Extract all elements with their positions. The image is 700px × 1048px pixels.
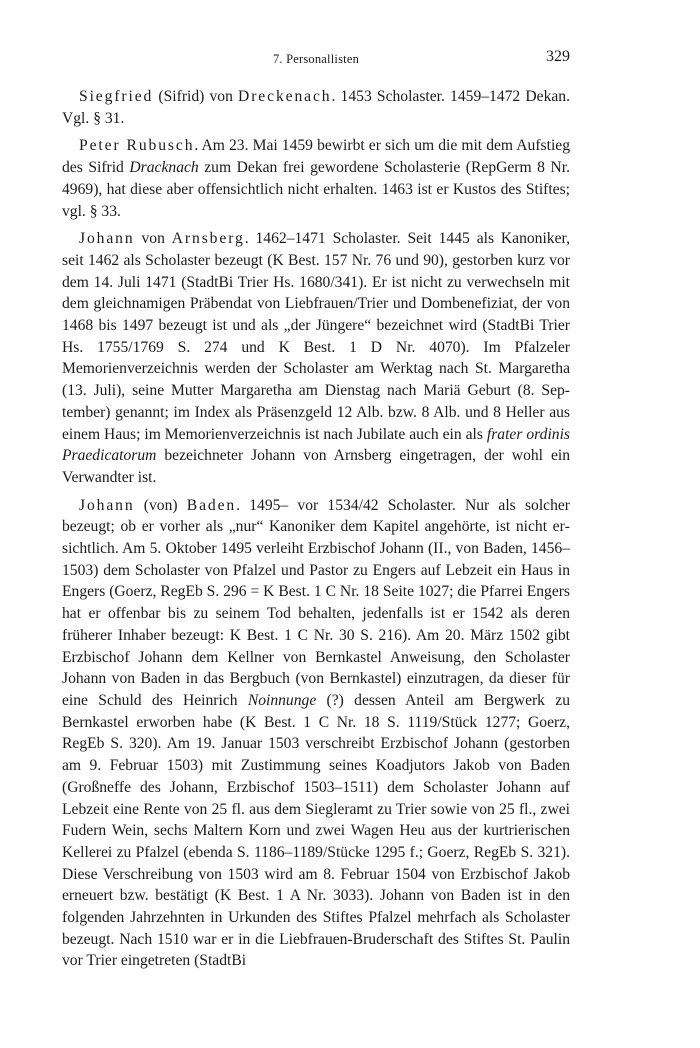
entry-johann-baden	[62, 495, 570, 972]
italic-term: Dracknach	[129, 159, 199, 177]
entry-text: . 1462–1471 Scholaster. Seit 1445 als Kanoniker, seit 1462 als Scholaster bezeugt (K Best. 157 Nr. 76 und 90), gestorben kurz vor dem 14. Juli 1471 (StadtBi Trier Hs. 1680/341). Er ist nicht zu verwechseln mit dem gleichnamigen Präbendat von Liebfrauen/Trier und Dombenefiziat, der von 1468 bis 1497 bezeugt ist und als „der Jüngere“ bezeichnet wird (StadtBi Trier Hs. 1755/1769 S. 274 und K Best. 1 D Nr. 4070). Im Pfalzeler Memorienverzeichnis werden der Scholaster am Werktag nach St. Margaretha (13. Juli), seine Mutter Margaretha am Dienstag nach Mariä Geburt (8. September) genannt; im Index als Präsenzgeld 12 Alb. bzw. 8 Alb. und 8 Heller aus einem Haus; im Memorienverzeichnis ist nach Jubilate auch ein als	[62, 230, 570, 443]
page-header	[62, 48, 570, 70]
entry-text: . 1495– vor 1534/42 Scholaster. Nur als solcher bezeugt; ob er vorher als „nur“ Kanoniker dem Kapitel angehörte, ist nicht ersichtlich. Am 5. Oktober 1495 verleiht Erzbischof Johann (II., von Baden, 1456–1503) dem Scholaster von Pfalzel und Pastor zu Engers auf Lebzeit ein Haus in Engers (Goerz, RegEb S. 296 = K Best. 1 C Nr. 18 Seite 1027; die Pfarrei Engers hat er offenbar bis zu seinem Tod behalten, jedenfalls ist er 1542 als deren früherer Inhaber bezeugt: K Best. 1 C Nr. 30 S. 216). Am 20. März 1502 gibt Erzbischof Johann dem Kellner von Bernkastel Anweisung, den Scholaster Johann von Baden in das Bergbuch (von Bernkastel) einzutragen, da dieser für eine Schuld des Heinrich	[62, 496, 570, 709]
entry-siegfried	[62, 86, 570, 129]
italic-term: Noinnunge	[247, 691, 317, 709]
body-text	[62, 86, 570, 978]
person-place: Arnsberg	[171, 230, 245, 248]
person-name: Siegfried	[79, 88, 154, 105]
page-number: 329	[546, 48, 570, 65]
entry-peter-rubusch	[62, 135, 570, 222]
italic-term: frater ordinis Praedicatorum	[62, 425, 570, 465]
person-name: Peter Rubusch	[79, 137, 195, 155]
person-name: Johann	[79, 230, 135, 248]
entry-text: . 1453 Scholaster. 1459–1472 Dekan. Vgl. § 31.	[62, 88, 570, 127]
entry-text: . Am 23. Mai 1459 bewirbt er sich um die mit dem Aufstieg des Sifrid	[62, 137, 570, 177]
entry-text-cont: bezeichneter Johann von Arnsberg eingetragen, der wohl ein Verwandter ist.	[62, 447, 570, 486]
entry-text-cont: zum Dekan frei gewordene Scholasterie (RepGerm 8 Nr. 4969), hat diese aber offensichtlich nicht erhalten. 1463 ist er Kustos des Stiftes; vgl. § 33.	[62, 159, 571, 220]
running-head: 7. Personallisten	[272, 52, 360, 66]
name-connector: (Sifrid) von	[153, 88, 239, 105]
name-connector: (von)	[134, 496, 187, 514]
entry-johann-arnsberg	[62, 228, 570, 488]
entry-text-cont: (?) dessen Anteil am Bergwerk zu Bernkastel erworben habe (K Best. 1 C Nr. 18 S. 1119/Stück 1277; Goerz, RegEb S. 320). Am 19. Januar 1503 verschreibt Erzbischof Johann (gestorben am 9. Februar 1503) mit Zustimmung seines Koadjutors Jakob von Baden (Großneffe des Johann, Erzbischof 1503–1511) dem Scholaster Johann auf Lebzeit eine Rente von 25 fl. aus dem Siegleramt zu Trier sowie von 25 fl., zwei Fudern Wein, sechs Maltern Korn und zwei Wagen Heu aus der kurtrierischen Kellerei zu Pfalzel (ebenda S. 1186–1189/Stücke 1295 f.; Goerz, RegEb S. 321). Diese Verschreibung von 1503 wird am 8. Februar 1504 von Erzbischof Jakob erneuert bzw. bestätigt (K Best. 1 A Nr. 3033). Johann von Baden ist in den folgenden Jahrzehnten in Urkunden des Stiftes Pfalzel mehrfach als Scholaster bezeugt. Nach 1510 war er in die Liebfrauen-Bruderschaft des Stiftes St. Paulin vor Trier eingetreten (StadtBi	[62, 691, 570, 970]
person-name: Johann	[79, 496, 135, 514]
name-connector: von	[134, 230, 172, 248]
person-place: Dreckenach	[238, 88, 332, 105]
person-place: Baden	[186, 496, 237, 514]
